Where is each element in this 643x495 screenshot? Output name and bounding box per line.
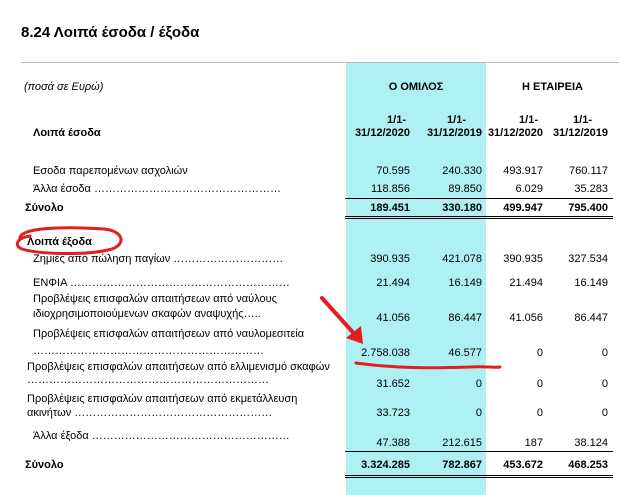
- expense-row-value: 86.447: [574, 312, 608, 324]
- income-total-value: 330.180: [442, 202, 482, 214]
- expense-row-value: 0: [536, 347, 543, 359]
- expense-row-value: 41.056: [376, 312, 410, 324]
- income-row-label: Εσοδα παρεπομένων ασχολιών: [33, 165, 188, 177]
- expense-row-value: 38.124: [574, 437, 608, 449]
- income-total-value: 499.947: [503, 202, 543, 214]
- expense-row-value: 21.494: [376, 277, 410, 289]
- expense-row-value: 390.935: [370, 253, 410, 265]
- income-total-rule: [345, 216, 613, 219]
- expense-row-value: 16.149: [574, 277, 608, 289]
- expense-row-label-cont: ιδιοχρησιμοποιούμενων σκαφών αναψυχής…..: [33, 308, 261, 320]
- currency-note: (ποσά σε Ευρώ): [24, 81, 104, 93]
- period-col4-line2: 31/12/2019: [552, 127, 608, 139]
- period-col3-line2: 31/12/2020: [487, 127, 543, 139]
- period-col1-line1: 1/1-: [387, 114, 406, 126]
- income-total-label: Σύνολο: [25, 202, 64, 214]
- period-col2-line2: 31/12/2019: [426, 127, 482, 139]
- income-total-value: 189.451: [370, 202, 410, 214]
- expense-row-value: 46.577: [448, 347, 482, 359]
- expenses-subtotal-rule: [345, 451, 613, 452]
- expenses-section-header: Λοιπά έξοδα: [27, 236, 92, 248]
- expense-row-label-cont: ………………………………………………………: [33, 345, 264, 357]
- income-row-label: Άλλα έσοδα ……………………………………………: [33, 183, 281, 195]
- expense-row-label: Προβλέψεις επισφαλών απαιτήσεων από εκμετάλλευση: [27, 393, 298, 405]
- expenses-total-value: 468.253: [568, 459, 608, 471]
- expense-row-value: 41.056: [509, 312, 543, 324]
- expense-row-value: 0: [601, 378, 608, 390]
- period-col4-line1: 1/1-: [573, 114, 592, 126]
- expense-row-value: 187: [524, 437, 543, 449]
- expenses-total-value: 3.324.285: [361, 459, 410, 471]
- expense-row-value: 2.758.038: [361, 347, 410, 359]
- income-total-value: 795.400: [568, 202, 608, 214]
- expense-row-label-cont: …………………………………………………………: [27, 374, 269, 386]
- income-row-value: 70.595: [376, 165, 410, 177]
- expense-row-value: 16.149: [448, 277, 482, 289]
- expense-row-value: 212.615: [442, 437, 482, 449]
- expenses-total-rule: [345, 475, 613, 478]
- income-row-value: 35.283: [574, 183, 608, 195]
- expense-row-value: 21.494: [509, 277, 543, 289]
- expense-row-value: 33.723: [376, 407, 410, 419]
- income-row-value: 6.029: [515, 183, 543, 195]
- expense-row-value: 0: [475, 378, 482, 390]
- expenses-total-label: Σύνολο: [25, 459, 64, 471]
- income-row-value: 760.117: [569, 165, 608, 177]
- expense-row-label: Προβλέψεις επισφαλών απαιτήσεων από ναύλους: [33, 293, 277, 305]
- expense-row-label: Άλλα έξοδα ………………………………………………: [33, 430, 290, 442]
- expense-row-label: Προβλέψεις επισφαλών απαιτήσεων από ελλιμενισμό σκαφών: [27, 361, 330, 373]
- expense-row-value: 390.935: [503, 253, 543, 265]
- expense-row-label: Ζημιές από πώληση παγίων …………………………: [33, 253, 284, 265]
- expenses-total-value: 782.867: [442, 459, 482, 471]
- page-title: 8.24 Λοιπά έσοδα / έξοδα: [21, 24, 200, 41]
- expense-row-value: 47.388: [376, 437, 410, 449]
- income-row-value: 89.850: [448, 183, 482, 195]
- expense-row-value: 0: [601, 407, 608, 419]
- expense-row-value: 0: [601, 347, 608, 359]
- period-col2-line1: 1/1-: [447, 114, 466, 126]
- expenses-total-value: 453.672: [503, 459, 543, 471]
- income-row-value: 118.856: [371, 183, 410, 195]
- period-col3-line1: 1/1-: [519, 114, 538, 126]
- expense-row-value: 86.447: [448, 312, 482, 324]
- expense-row-value: 31.652: [376, 378, 410, 390]
- income-section-header: Λοιπά έσοδα: [33, 127, 101, 139]
- expense-row-label-cont: ακινήτων ………………………………………………: [27, 407, 273, 419]
- expense-row-value: 0: [475, 407, 482, 419]
- expense-row-label: ΕΝΦΙΑ ……………………………………………………: [33, 277, 290, 289]
- group-etaireia-header: Η ΕΤΑΙΡΕΙΑ: [522, 81, 583, 93]
- group-omilos-header: Ο ΟΜΙΛΟΣ: [388, 81, 444, 93]
- expense-row-value: 421.078: [442, 253, 482, 265]
- income-row-value: 240.330: [442, 165, 482, 177]
- income-row-value: 493.917: [503, 165, 543, 177]
- income-subtotal-rule: [345, 198, 613, 199]
- table-top-border: [21, 62, 619, 63]
- period-col1-line2: 31/12/2020: [354, 127, 410, 139]
- expense-row-value: 0: [536, 407, 543, 419]
- expense-row-label: Προβλέψεις επισφαλών απαιτήσεων από ναυλομεσιτεία: [33, 328, 305, 340]
- expense-row-value: 0: [536, 378, 543, 390]
- expense-row-value: 327.534: [568, 253, 608, 265]
